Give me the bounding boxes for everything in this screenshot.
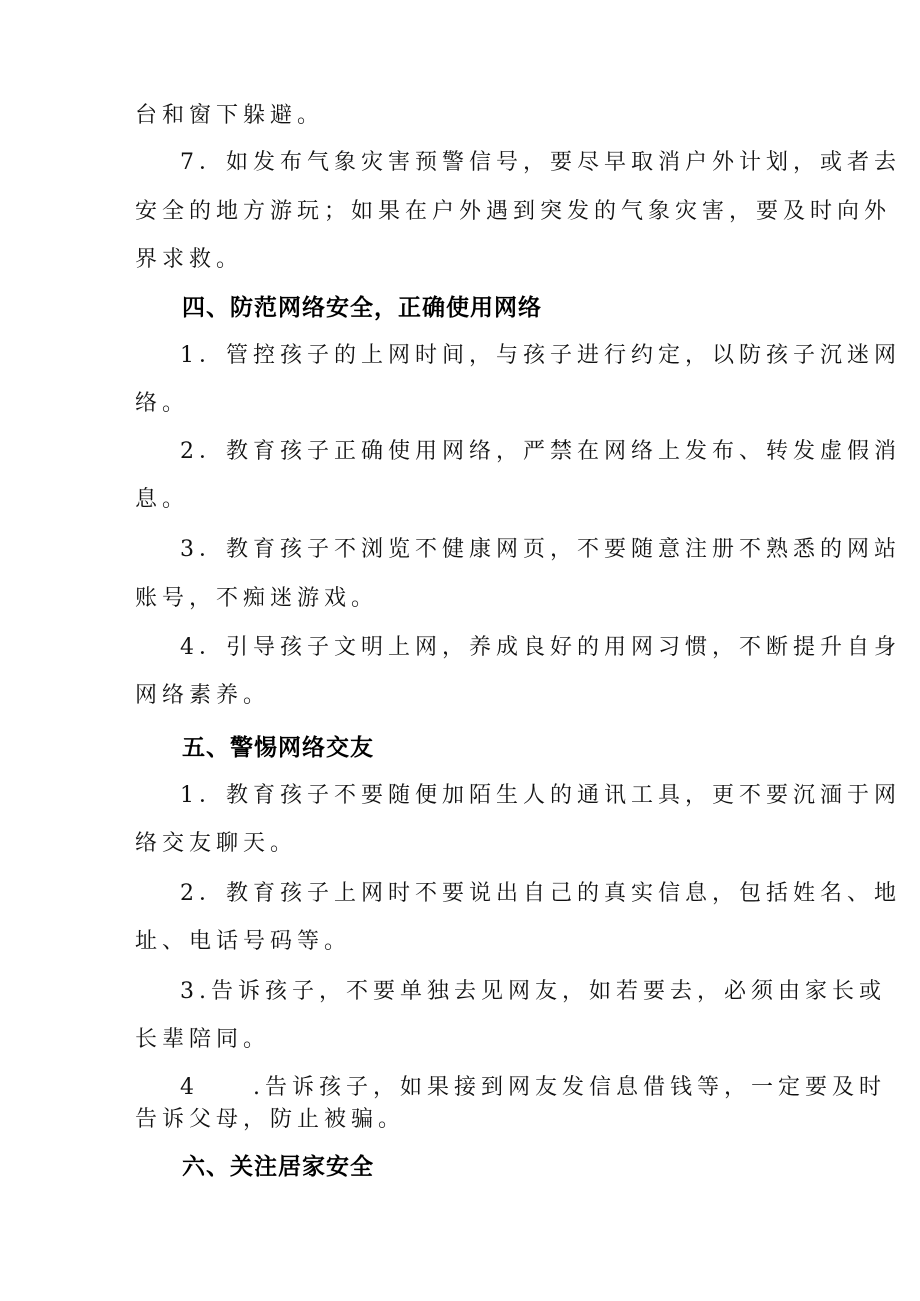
paragraph-line: 3．教育孩子不浏览不健康网页，不要随意注册不熟悉的网站 [180, 537, 901, 562]
paragraph-line: 络交友聊天。 [135, 831, 298, 856]
paragraph-line: 7．如发布气象灾害预警信号，要尽早取消户外计划，或者去 [180, 150, 901, 175]
section-heading-5: 五、警惕网络交友 [182, 735, 374, 761]
paragraph-line: 3.告诉孩子，不要单独去见网友，如若要去，必须由家长或 [180, 979, 886, 1004]
paragraph-line: 4．引导孩子文明上网，养成良好的用网习惯，不断提升自身 [180, 635, 901, 660]
paragraph-line: 台和窗下躲避。 [135, 103, 325, 128]
paragraph-line: 安全的地方游玩；如果在户外遇到突发的气象灾害，要及时向外 [135, 199, 892, 224]
section-heading-4: 四、防范网络安全，正确使用网络 [182, 295, 542, 321]
paragraph-line: 长辈陪同。 [135, 1027, 271, 1052]
paragraph-line: 2．教育孩子上网时不要说出自己的真实信息，包括姓名、地 [180, 881, 901, 906]
paragraph-line: 网络素养。 [135, 683, 271, 708]
paragraph-line: 2．教育孩子正确使用网络，严禁在网络上发布、转发虚假消 [180, 439, 901, 464]
paragraph-line: 账号，不痴迷游戏。 [135, 586, 379, 611]
section-heading-6: 六、关注居家安全 [182, 1154, 374, 1180]
paragraph-line: 1．教育孩子不要随便加陌生人的通讯工具，更不要沉湎于网 [180, 783, 901, 808]
paragraph-line: 络。 [135, 391, 190, 416]
paragraph-line: 息。 [135, 487, 190, 512]
paragraph-line: 告诉父母，防止被骗。 [135, 1107, 406, 1132]
paragraph-line: 界求救。 [135, 247, 244, 272]
paragraph-line: 4 .告诉孩子，如果接到网友发信息借钱等，一定要及时 [180, 1075, 886, 1100]
paragraph-line: 1．管控孩子的上网时间，与孩子进行约定，以防孩子沉迷网 [180, 343, 901, 368]
paragraph-line: 址、电话号码等。 [135, 929, 352, 954]
